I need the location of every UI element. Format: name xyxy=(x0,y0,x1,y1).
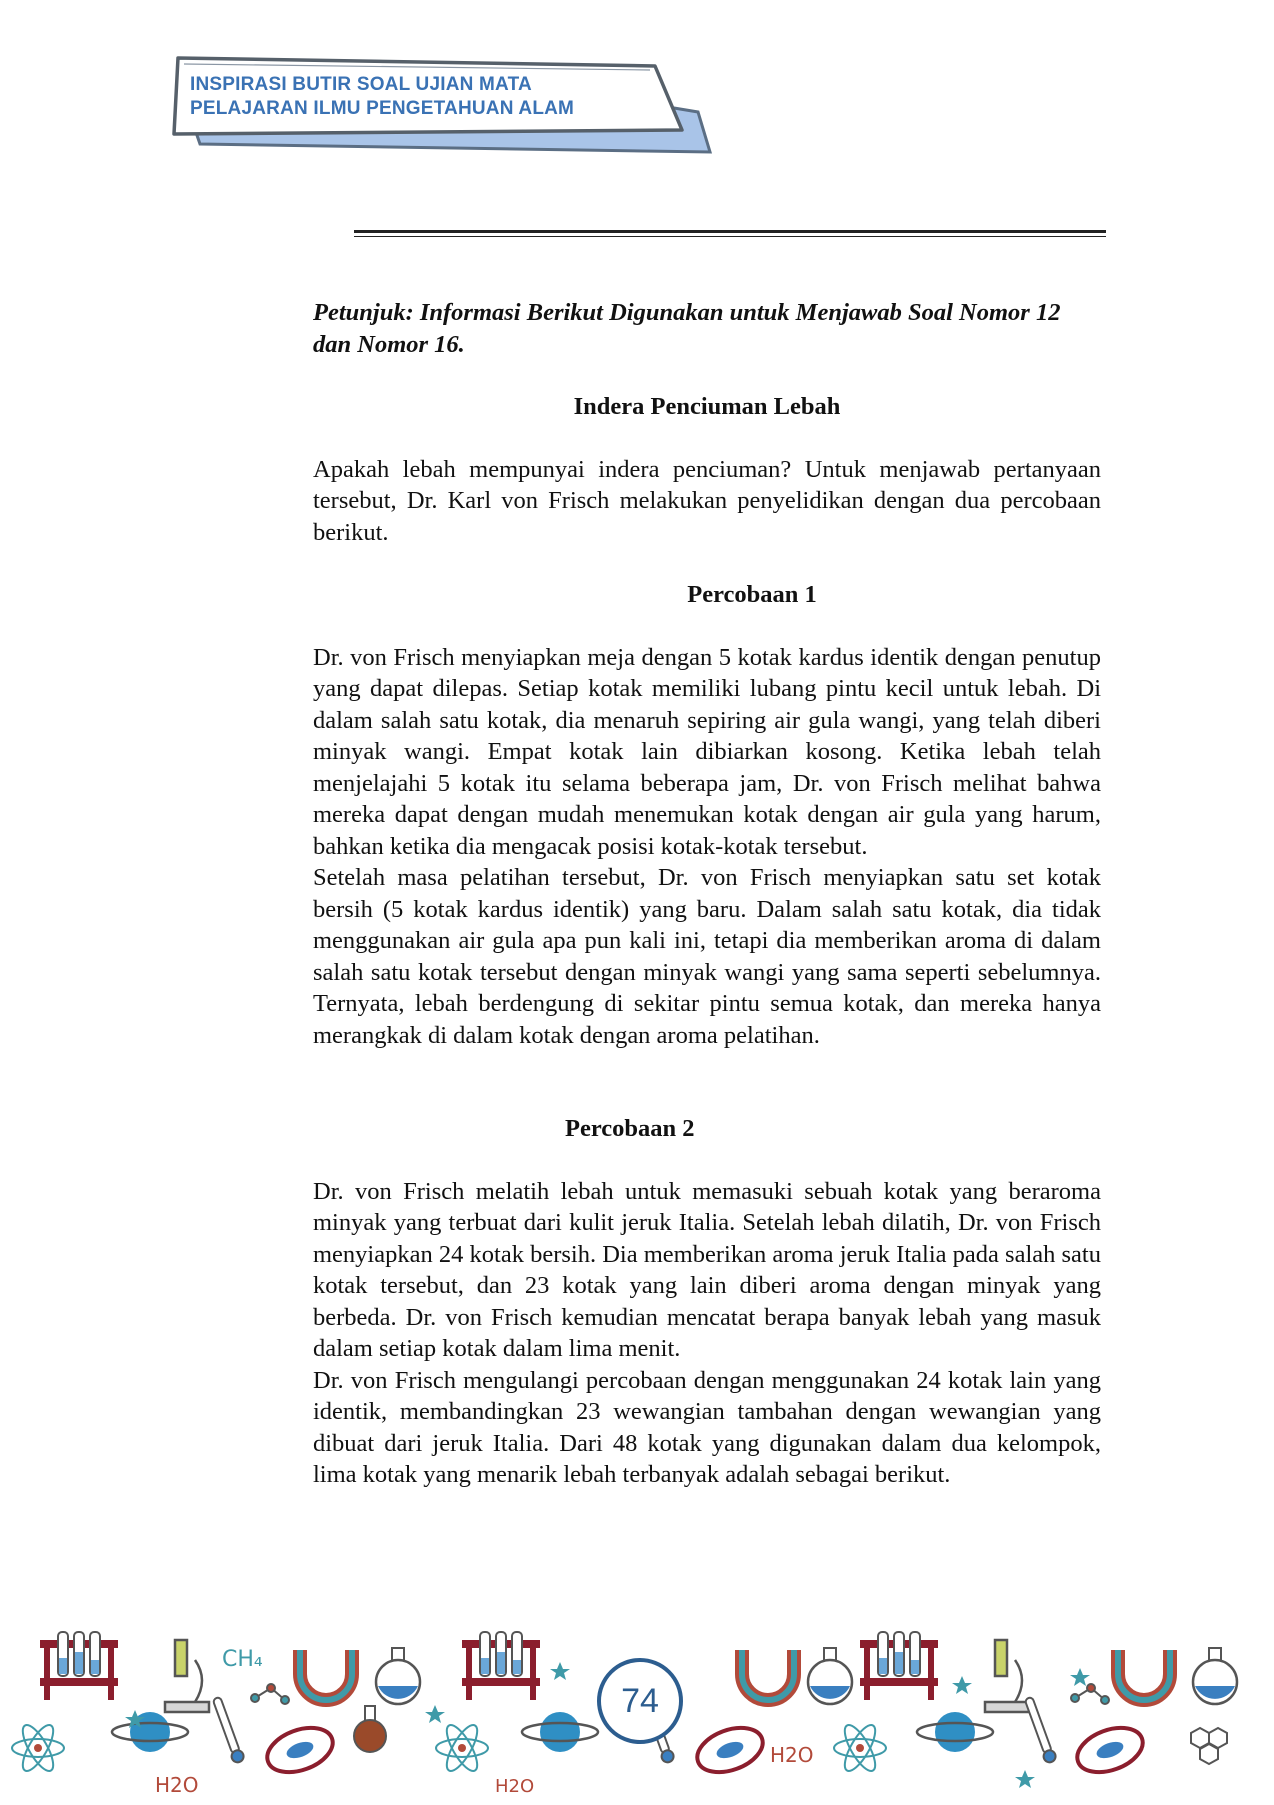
planet-icon xyxy=(917,1712,993,1752)
molecule-icon xyxy=(1071,1684,1109,1704)
thermometer-icon xyxy=(1023,1696,1058,1764)
petri-dish-icon xyxy=(691,1720,769,1781)
flask-icon xyxy=(1193,1648,1237,1704)
section-title: Indera Penciuman Lebah xyxy=(573,393,841,420)
ch4-label: CH₄ xyxy=(222,1647,263,1672)
test-tube-rack-icon xyxy=(462,1632,540,1700)
experiment-1-paragraph-2: Setelah masa pelatihan tersebut, Dr. von Frisch menyiapkan satu set kotak bersih (5 kotak kardus identik) yang baru. Dalam salah satu kotak, dia tidak menggunakan air gula apa pun kali ini, tetapi dia memberikan aroma di dalam salah satu kotak tersebut dengan minyak wangi yang sama seperti sebelumnya. Ternyata, lebah berdengung di sekitar pintu semua kotak, dan mereka hanya merangkak di dalam kotak dengan aroma pelatihan. xyxy=(313,864,1101,1049)
flask-icon xyxy=(376,1648,420,1704)
h2o-label: H2O xyxy=(495,1776,535,1797)
test-tube-rack-icon xyxy=(40,1632,118,1700)
experiment-2-title: Percobaan 2 xyxy=(565,1115,695,1142)
petri-dish-icon xyxy=(261,1720,339,1781)
magnet-icon xyxy=(742,1650,794,1700)
header-title-line2: PELAJARAN ILMU PENGETAHUAN ALAM xyxy=(190,98,575,119)
header-banner xyxy=(170,52,730,162)
magnet-icon xyxy=(1118,1650,1170,1700)
microscope-icon xyxy=(165,1640,209,1712)
experiment-1-paragraph-1: Dr. von Frisch menyiapkan meja dengan 5 kotak kardus identik dengan penutup yang dapat dilepas. Setiap kotak memiliki lubang pintu kecil untuk lebah. Di dalam salah satu kotak, dia menaruh sepiring air gula wangi, yang telah diberi minyak wangi. Empat kotak lain dibiarkan kosong. Ketika lebah telah menjelajahi 5 kotak itu selama beberapa jam, Dr. von Frisch melihat bahwa mereka dapat dengan mudah menemukan kotak dengan air gula yang harum, bahkan ketika dia mengacak posisi kotak-kotak tersebut. xyxy=(313,643,1101,860)
atom-icon xyxy=(12,1721,64,1775)
atom-icon xyxy=(436,1721,488,1775)
experiment-2-paragraph-2: Dr. von Frisch mengulangi percobaan dengan menggunakan 24 kotak lain yang identik, membandingkan 23 wewangian tambahan dengan wewangian yang dibuat dari jeruk Italia. Dari 48 kotak yang digunakan dalam dua kelompok, lima kotak yang menarik lebah terbanyak adalah sebagai berikut. xyxy=(313,1366,1101,1488)
flask-icon xyxy=(808,1648,852,1704)
atom-icon xyxy=(834,1721,886,1775)
header-title xyxy=(190,73,574,121)
test-tube-rack-icon xyxy=(860,1632,938,1700)
microscope-icon xyxy=(985,1640,1029,1712)
experiment-1-title: Percobaan 1 xyxy=(687,581,817,608)
planet-icon xyxy=(522,1712,598,1752)
header-rule-bottom xyxy=(354,236,1106,237)
hexagon-chain-icon xyxy=(1191,1728,1227,1764)
instruction-text: Petunjuk: Informasi Berikut Digunakan untuk Menjawab Soal Nomor 12 dan Nomor 16. xyxy=(313,299,1061,358)
petri-dish-icon xyxy=(1071,1720,1149,1781)
header-title-line1: INSPIRASI BUTIR SOAL UJIAN MATA xyxy=(190,74,532,95)
magnet-icon xyxy=(300,1650,352,1700)
header-rule-top xyxy=(354,230,1106,233)
main-content xyxy=(313,297,1101,1491)
page-number: 74 xyxy=(597,1658,683,1744)
h2o-label: H2O xyxy=(155,1773,199,1797)
molecule-icon xyxy=(251,1684,289,1704)
experiment-2-paragraph-1: Dr. von Frisch melatih lebah untuk memasuki sebuah kotak yang beraroma minyak yang terbuat dari kulit jeruk Italia. Setelah lebah dilatih, Dr. von Frisch menyiapkan 24 kotak bersih. Dia memberikan aroma jeruk Italia pada salah satu kotak tersebut, dan 23 kotak yang lain diberi aroma dengan minyak yang berbeda. Dr. von Frisch kemudian mencatat berapa banyak lebah yang masuk dalam setiap kotak dalam lima menit. xyxy=(313,1177,1101,1362)
planet-icon xyxy=(112,1712,188,1752)
h2o-label: H2O xyxy=(770,1743,814,1767)
thermometer-icon xyxy=(211,1696,246,1764)
round-flask-icon xyxy=(354,1706,386,1752)
intro-paragraph: Apakah lebah mempunyai indera penciuman? Untuk menjawab pertanyaan tersebut, Dr. Karl von Frisch melakukan penyelidikan dengan dua percobaan berikut. xyxy=(313,455,1101,546)
